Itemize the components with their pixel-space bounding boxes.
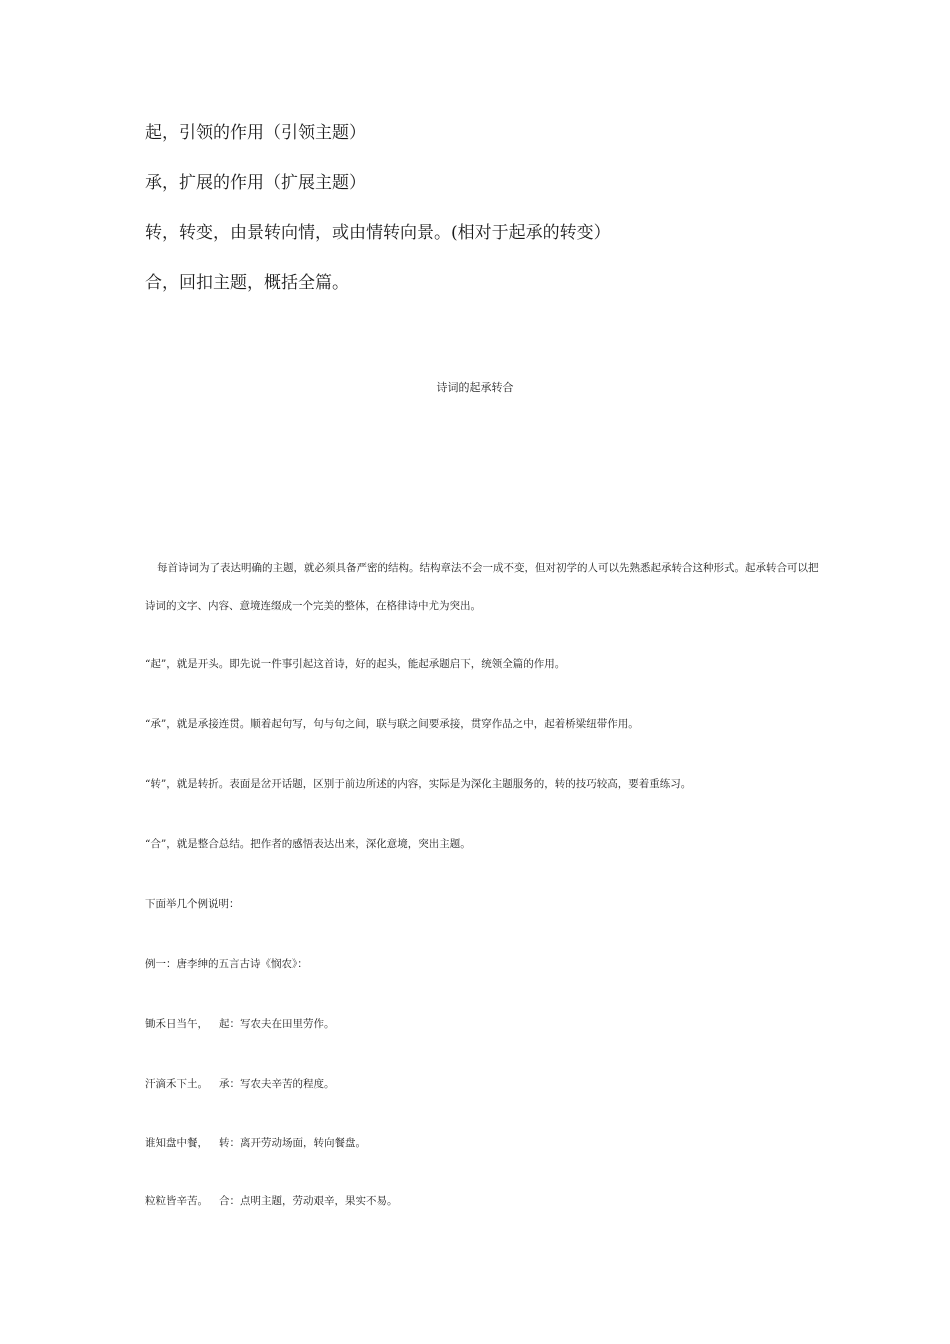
definition-he: “合”，就是整合总结。把作者的感悟表达出来，深化意境，突出主题。 <box>145 838 471 850</box>
poem-verse: 粒粒皆辛苦。 <box>145 1195 208 1207</box>
poem-verse: 汗滴禾下土。 <box>145 1078 208 1090</box>
intro-line-2: 诗词的文字、内容、意境连缀成一个完美的整体，在格律诗中尤为突出。 <box>145 600 481 612</box>
poem-note: 承：写农夫辛苦的程度。 <box>219 1078 335 1090</box>
poem-verse: 谁知盘中餐， <box>145 1137 208 1149</box>
definition-cheng: “承”，就是承接连贯。顺着起句写，句与句之间，联与联之间要承接，贯穿作品之中，起着桥梁纽带作用。 <box>145 718 639 730</box>
example-1-title: 例一：唐李绅的五言古诗《悯农》： <box>145 958 308 970</box>
poem-note: 转：离开劳动场面，转向餐盘。 <box>219 1137 366 1149</box>
intro-line-1: 每首诗词为了表达明确的主题，就必须具备严密的结构。结构章法不会一成不变，但对初学的人可以先熟悉起承转合这种形式。起承转合可以把 <box>157 562 819 574</box>
document-title: 诗词的起承转合 <box>436 381 514 394</box>
summary-line-he: 合，回扣主题，概括全篇。 <box>145 273 349 293</box>
poem-note: 起：写农夫在田里劳作。 <box>219 1018 335 1030</box>
poem-verse: 锄禾日当午， <box>145 1018 208 1030</box>
summary-line-qi: 起，引领的作用（引领主题） <box>145 123 366 143</box>
definition-qi: “起”，就是开头。即先说一件事引起这首诗，好的起头，能起承题启下，统领全篇的作用。 <box>145 658 566 670</box>
example-intro: 下面举几个例说明： <box>145 898 240 910</box>
poem-note: 合：点明主题，劳动艰辛，果实不易。 <box>219 1195 398 1207</box>
summary-line-zhuan: 转，转变，由景转向情，或由情转向景。(相对于起承的转变） <box>145 223 611 243</box>
summary-line-cheng: 承，扩展的作用（扩展主题） <box>145 173 366 193</box>
definition-zhuan: “转”，就是转折。表面是岔开话题，区别于前边所述的内容，实际是为深化主题服务的，转的技巧较高，要着重练习。 <box>145 778 692 790</box>
